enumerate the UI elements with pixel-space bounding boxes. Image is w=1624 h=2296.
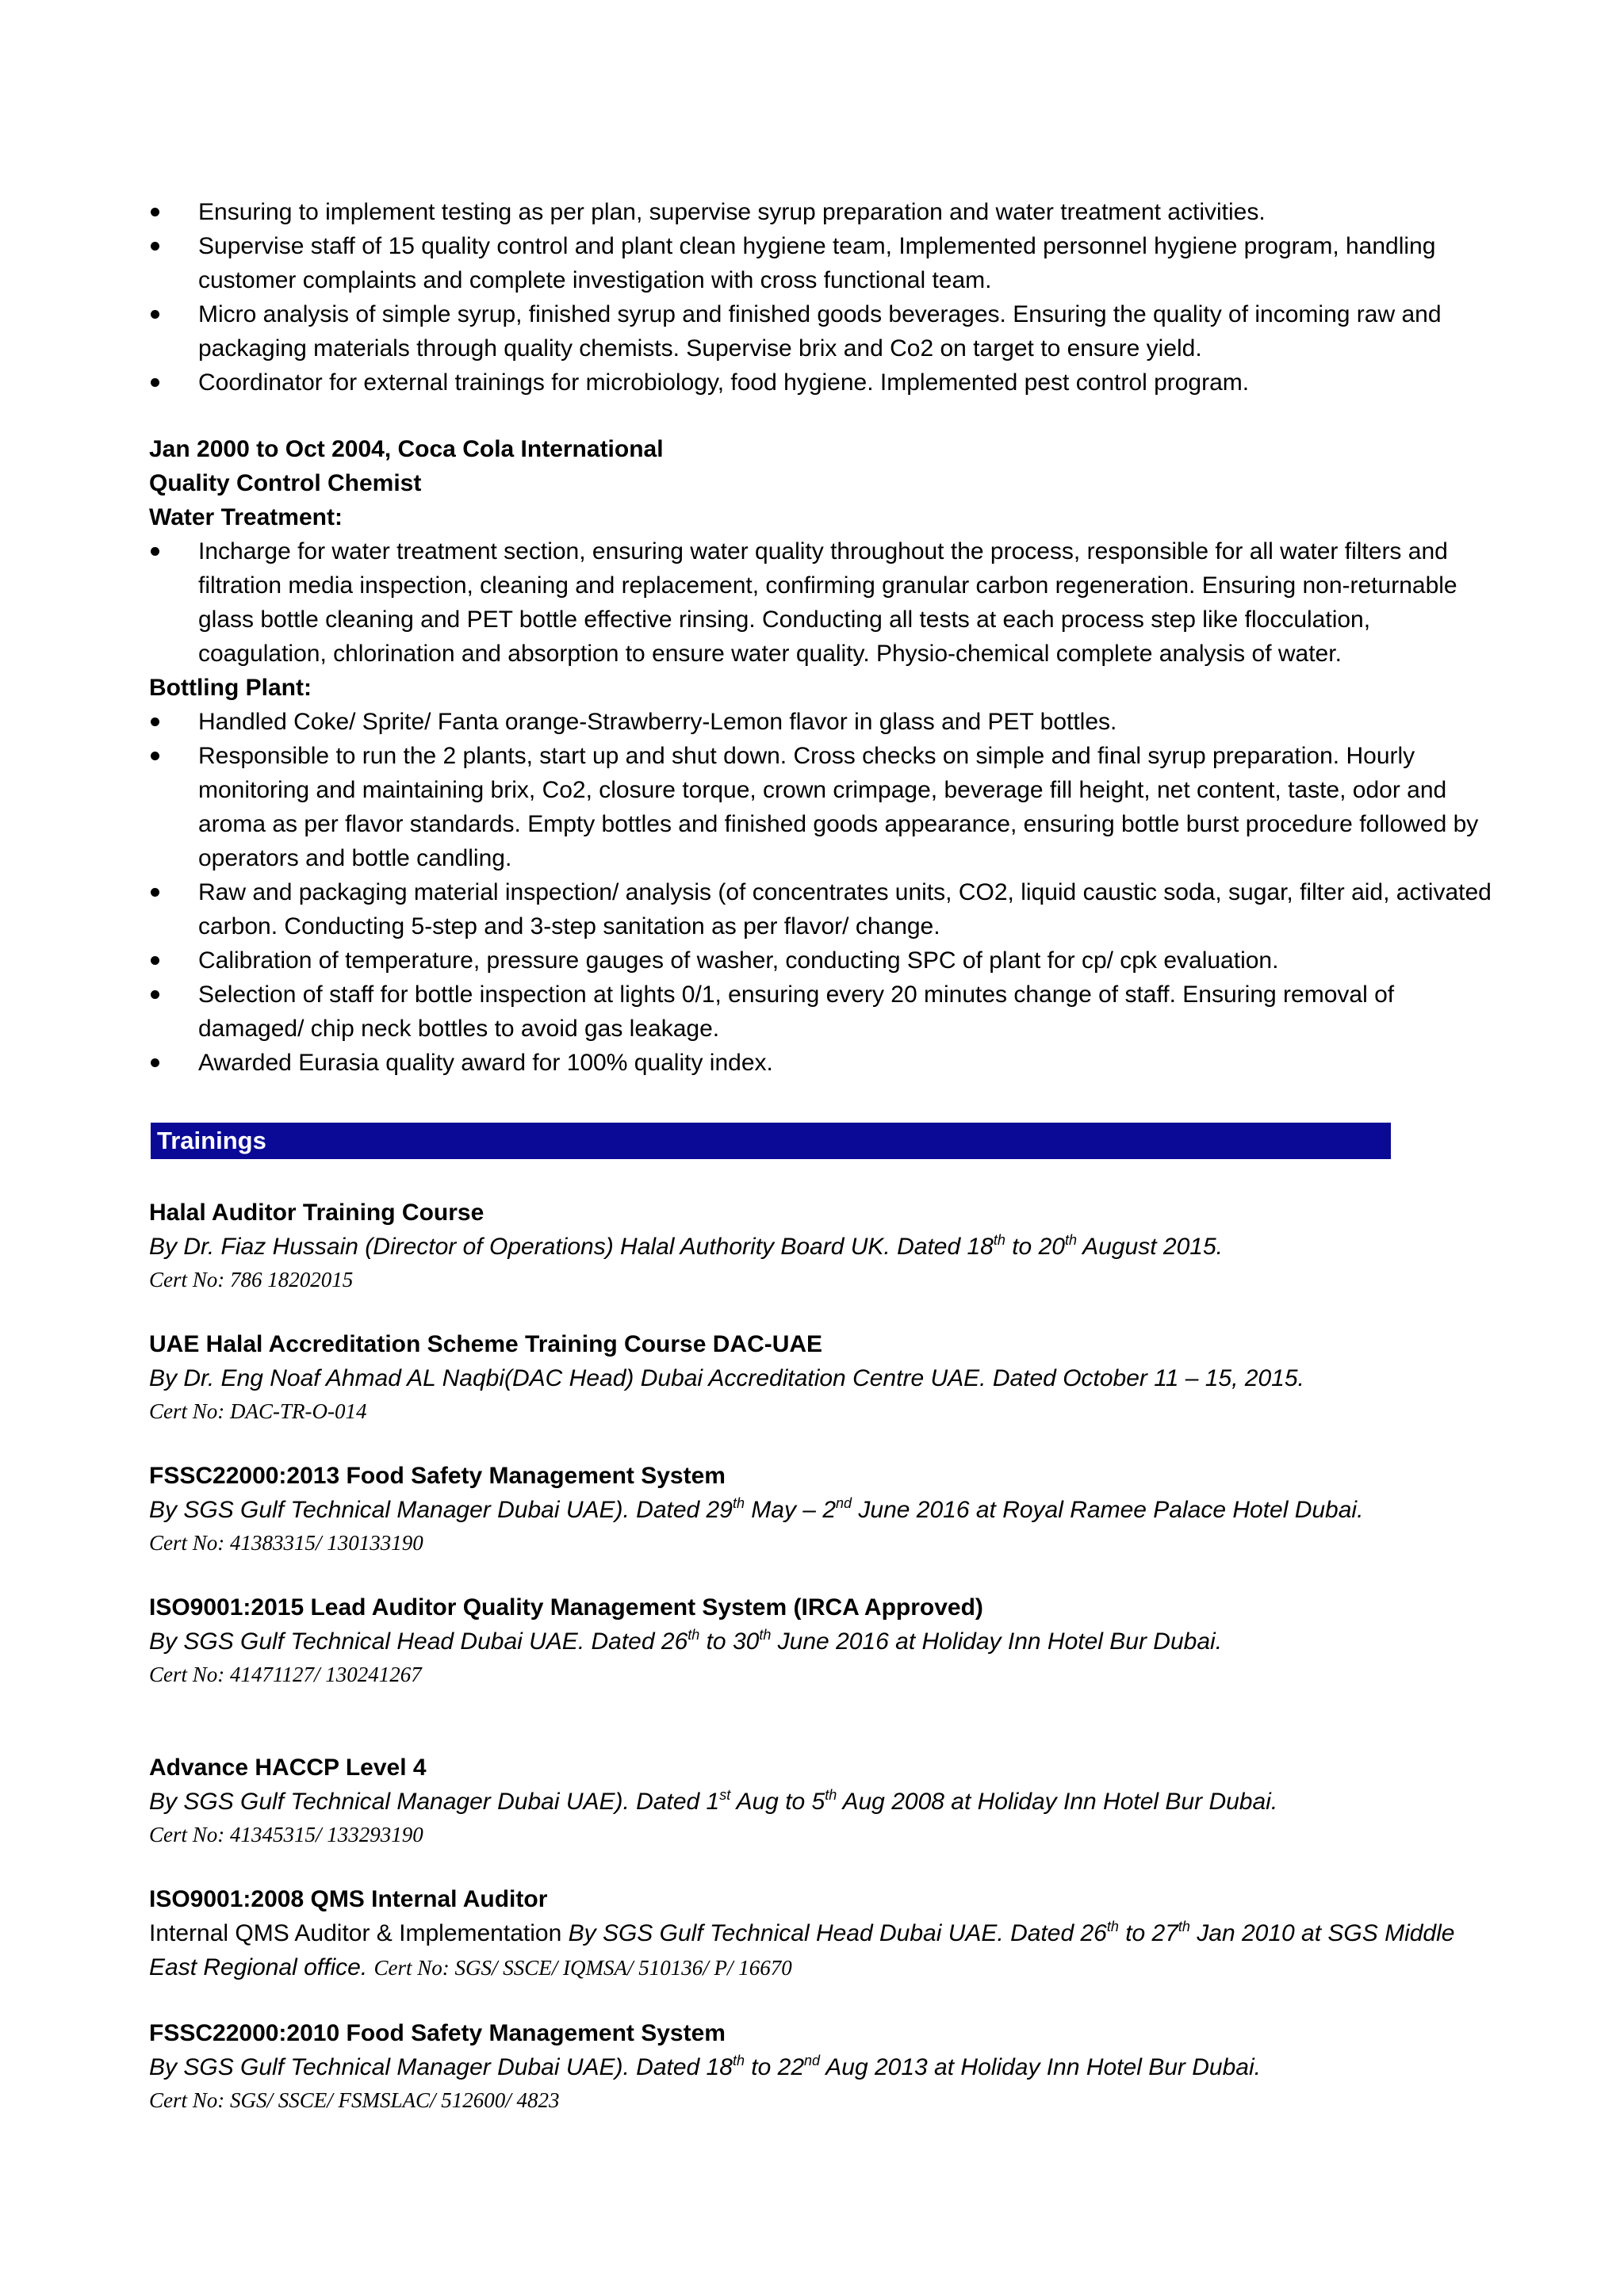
- training-entry: [149, 1196, 1497, 1295]
- training-title: Advance HACCP Level 4: [149, 1755, 427, 1781]
- training-title: Halal Auditor Training Course: [149, 1200, 485, 1226]
- list-item: Responsible to run the 2 plants, start up and shut down. Cross checks on simple and final syrup preparation. Hourly monitoring and maintaining brix, Co2, closure torque, crown crimpage, beverage fill height, net content, taste, odor and aroma as per flavor standards. Empty bottles and finished goods appearance, ensuring bottle burst procedure followed by operators and bottle candling.: [149, 739, 1497, 875]
- list-item: Calibration of temperature, pressure gauges of washer, conducting SPC of plant for cp/ cpk evaluation.: [149, 943, 1497, 978]
- resume-page: [149, 195, 1497, 2148]
- training-provider: By Dr. Fiaz Hussain (Director of Operations) Halal Authority Board UK. Dated 18th to 20th August 2015.: [149, 1232, 1223, 1260]
- list-item: Selection of staff for bottle inspection at lights 0/1, ensuring every 20 minutes change of staff. Ensuring removal of damaged/ chip neck bottles to avoid gas leakage.: [149, 978, 1497, 1046]
- list-item: Supervise staff of 15 quality control and plant clean hygiene team, Implemented personnel hygiene program, handling customer complaints and complete investigation with cross functional team.: [149, 229, 1497, 297]
- training-title: FSSC22000:2010 Food Safety Management System: [149, 2020, 726, 2046]
- training-provider: By SGS Gulf Technical Head Dubai UAE. Dated 26th to 30th June 2016 at Holiday Inn Hotel Bur Dubai.: [149, 1627, 1223, 1655]
- certificate-number: Cert No: SGS/ SSCE/ IQMSA/ 510136/ P/ 16670: [373, 1956, 792, 1980]
- training-provider: By SGS Gulf Technical Manager Dubai UAE). Dated 18th to 22nd Aug 2013 at Holiday Inn Hotel Bur Dubai.: [149, 2053, 1261, 2080]
- water-treatment-list: [149, 534, 1497, 671]
- list-item: Ensuring to implement testing as per plan, supervise syrup preparation and water treatment activities.: [149, 195, 1497, 229]
- training-entry: [149, 1882, 1497, 1984]
- training-provider: By SGS Gulf Technical Manager Dubai UAE). Dated 29th May – 2nd June 2016 at Royal Ramee Palace Hotel Dubai.: [149, 1495, 1364, 1523]
- training-entry: [149, 1327, 1497, 1427]
- water-treatment-heading: Water Treatment:: [149, 504, 343, 530]
- list-item: Coordinator for external trainings for microbiology, food hygiene. Implemented pest control program.: [149, 365, 1497, 400]
- bottling-plant-list: [149, 705, 1497, 1080]
- training-provider: By Dr. Eng Noaf Ahmad AL Naqbi(DAC Head) Dubai Accreditation Centre UAE. Dated October 11 – 15, 2015.: [149, 1365, 1304, 1391]
- job-title: Quality Control Chemist: [149, 470, 422, 496]
- list-item: Handled Coke/ Sprite/ Fanta orange-Strawberry-Lemon flavor in glass and PET bottles.: [149, 705, 1497, 739]
- bottling-plant-heading: Bottling Plant:: [149, 675, 312, 701]
- certificate-number: Cert No: SGS/ SSCE/ FSMSLAC/ 512600/ 4823: [149, 2088, 560, 2112]
- certificate-number: Cert No: DAC-TR-O-014: [149, 1399, 367, 1423]
- training-title: FSSC22000:2013 Food Safety Management System: [149, 1463, 726, 1489]
- training-title: UAE Halal Accreditation Scheme Training Course DAC-UAE: [149, 1331, 823, 1357]
- list-item: Awarded Eurasia quality award for 100% quality index.: [149, 1046, 1497, 1080]
- certificate-number: Cert No: 41383315/ 130133190: [149, 1531, 423, 1555]
- training-provider: By SGS Gulf Technical Manager Dubai UAE). Dated 1st Aug to 5th Aug 2008 at Holiday Inn Hotel Bur Dubai.: [149, 1787, 1278, 1815]
- training-title: ISO9001:2015 Lead Auditor Quality Management System (IRCA Approved): [149, 1594, 983, 1621]
- training-entry: [149, 2016, 1497, 2116]
- training-provider: Internal QMS Auditor & Implementation By SGS Gulf Technical Head Dubai UAE. Dated 26th to 27th Jan 2010 at SGS Middle East Regional office. Cert No: SGS/ SSCE/ IQMSA/ 510136/ P/ 16670: [149, 1919, 1455, 1980]
- training-entry: [149, 1590, 1497, 1690]
- certificate-number: Cert No: 41471127/ 130241267: [149, 1663, 422, 1686]
- certificate-number: Cert No: 41345315/ 133293190: [149, 1823, 423, 1846]
- list-item: Micro analysis of simple syrup, finished syrup and finished goods beverages. Ensuring the quality of incoming raw and packaging materials through quality chemists. Supervise brix and Co2 on target to ensure yield.: [149, 297, 1497, 365]
- list-item: Raw and packaging material inspection/ analysis (of concentrates units, CO2, liquid caustic soda, sugar, filter aid, activated carbon. Conducting 5-step and 3-step sanitation as per flavor/ change.: [149, 875, 1497, 943]
- training-entry: [149, 1751, 1497, 1850]
- training-entry: [149, 1459, 1497, 1559]
- job-period: Jan 2000 to Oct 2004, Coca Cola International: [149, 436, 664, 462]
- certificate-number: Cert No: 786 18202015: [149, 1268, 354, 1292]
- intro-bullet-list: [149, 195, 1497, 400]
- trainings-section-heading: Trainings: [151, 1123, 1391, 1159]
- list-item: Incharge for water treatment section, ensuring water quality throughout the process, responsible for all water filters and filtration media inspection, cleaning and replacement, confirming granular carbon regeneration. Ensuring non-returnable glass bottle cleaning and PET bottle effective rinsing. Conducting all tests at each process step like flocculation, coagulation, chlorination and absorption to ensure water quality. Physio-chemical complete analysis of water.: [149, 534, 1497, 671]
- training-title: ISO9001:2008 QMS Internal Auditor: [149, 1886, 548, 1912]
